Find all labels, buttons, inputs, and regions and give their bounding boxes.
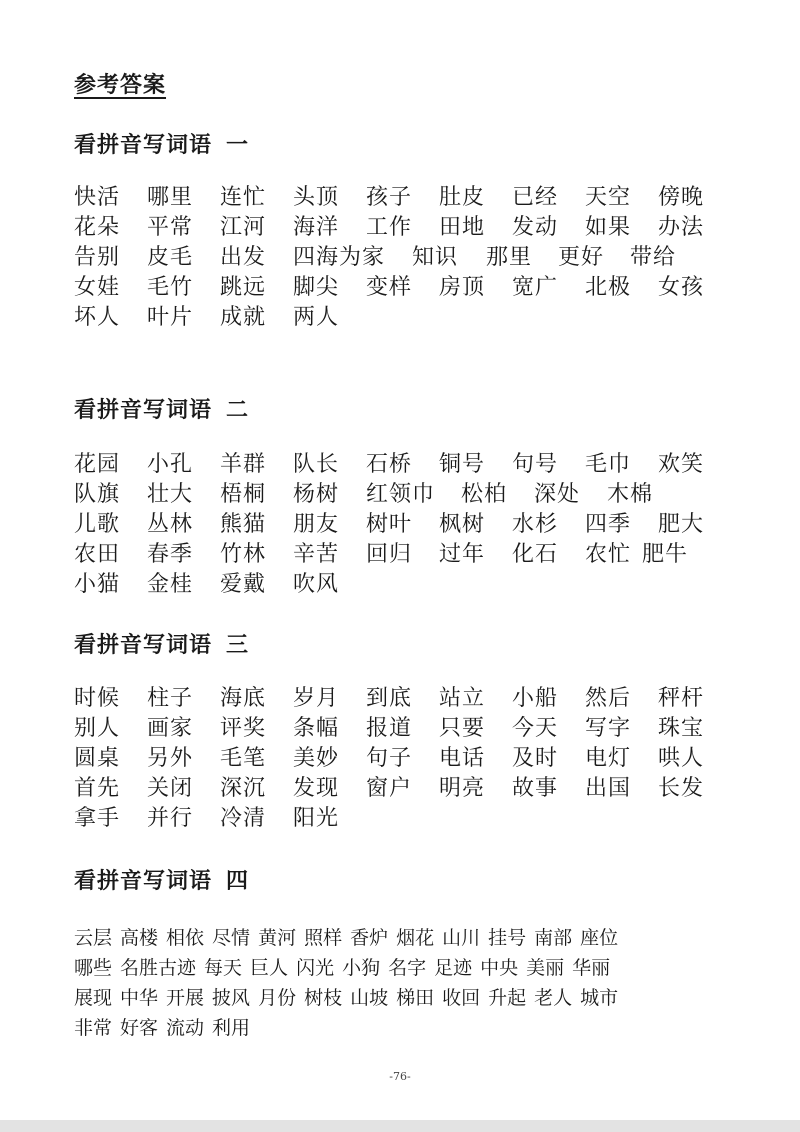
word: 农田 [74, 542, 121, 567]
word: 办法 [658, 215, 705, 240]
word: 梧桐 [220, 482, 267, 507]
word: 海底 [220, 686, 267, 711]
word: 圆桌 [74, 746, 121, 771]
word: 句号 [512, 452, 559, 477]
word-row [74, 480, 754, 510]
section-number: 一 [226, 132, 250, 158]
word: 毛巾 [585, 452, 632, 477]
word: 烟花 [396, 927, 435, 949]
word: 报道 [366, 716, 413, 741]
word: 收回 [442, 987, 481, 1009]
word: 另外 [147, 746, 194, 771]
word: 老人 [534, 987, 573, 1009]
word-row [74, 540, 754, 570]
word: 江河 [220, 215, 267, 240]
word: 毛竹 [147, 275, 194, 300]
word: 展现 [74, 987, 113, 1009]
section-3-word-grid [74, 684, 754, 834]
word: 小孔 [147, 452, 194, 477]
word-row [74, 923, 754, 953]
word: 足迹 [434, 957, 473, 979]
word: 平常 [147, 215, 194, 240]
word: 黄河 [258, 927, 297, 949]
word: 明亮 [439, 776, 486, 801]
word: 连忙 [220, 185, 267, 210]
word: 华丽 [572, 957, 611, 979]
word: 头顶 [293, 185, 340, 210]
word: 小狗 [342, 957, 381, 979]
word: 中华 [120, 987, 159, 1009]
word-row [74, 684, 754, 714]
word: 两人 [293, 305, 340, 330]
word-row [74, 510, 754, 540]
word-row [74, 243, 754, 273]
section-heading-text: 看拼音写词语 [74, 868, 213, 894]
word: 时候 [74, 686, 121, 711]
word: 利用 [212, 1017, 251, 1039]
word: 丛林 [147, 512, 194, 537]
word: 别人 [74, 716, 121, 741]
word: 叶片 [147, 305, 194, 330]
word: 农忙 [585, 542, 632, 567]
word: 梯田 [396, 987, 435, 1009]
word-row [74, 804, 754, 834]
word: 句子 [366, 746, 413, 771]
word: 儿歌 [74, 512, 121, 537]
word: 只要 [439, 716, 486, 741]
word: 肥大 [658, 512, 705, 537]
word: 石桥 [366, 452, 413, 477]
word-row [74, 273, 754, 303]
word: 出发 [220, 245, 267, 270]
word-row [74, 183, 754, 213]
word: 春季 [147, 542, 194, 567]
section-number: 四 [226, 868, 250, 894]
word: 吹风 [293, 572, 340, 597]
word: 好客 [120, 1017, 159, 1039]
word: 毛笔 [220, 746, 267, 771]
word: 铜号 [439, 452, 486, 477]
word-row [74, 1013, 754, 1043]
word: 站立 [439, 686, 486, 711]
word: 松柏 [461, 482, 508, 507]
word: 红领巾 [366, 482, 436, 507]
word: 香炉 [350, 927, 389, 949]
word: 告别 [74, 245, 121, 270]
word: 并行 [147, 806, 194, 831]
word: 已经 [512, 185, 559, 210]
word: 肚皮 [439, 185, 486, 210]
word: 故事 [512, 776, 559, 801]
word: 小猫 [74, 572, 121, 597]
section-4-word-flow [74, 923, 754, 1043]
word: 花朵 [74, 215, 121, 240]
word-row [74, 953, 754, 983]
word: 知识 [412, 245, 459, 270]
word: 珠宝 [658, 716, 705, 741]
word: 月份 [258, 987, 297, 1009]
word: 四海为家 [293, 245, 386, 270]
word-row [74, 714, 754, 744]
word: 皮毛 [147, 245, 194, 270]
word: 队长 [293, 452, 340, 477]
word: 冷清 [220, 806, 267, 831]
section-3-heading [74, 628, 249, 659]
word: 电话 [439, 746, 486, 771]
page-number: -76- [389, 1070, 411, 1083]
word: 回归 [366, 542, 413, 567]
word-row [74, 213, 754, 243]
word: 木棉 [607, 482, 654, 507]
word: 深处 [534, 482, 581, 507]
word: 写字 [585, 716, 632, 741]
word: 变样 [366, 275, 413, 300]
word: 坏人 [74, 305, 121, 330]
word: 海洋 [293, 215, 340, 240]
section-number: 二 [226, 397, 250, 423]
word: 羊群 [220, 452, 267, 477]
word: 到底 [366, 686, 413, 711]
section-heading-text: 看拼音写词语 [74, 397, 213, 423]
word: 水杉 [512, 512, 559, 537]
word: 挂号 [488, 927, 527, 949]
word: 评奖 [220, 716, 267, 741]
word: 花园 [74, 452, 121, 477]
word: 欢笑 [658, 452, 705, 477]
word: 岁月 [293, 686, 340, 711]
word: 城市 [580, 987, 619, 1009]
section-heading-text: 看拼音写词语 [74, 632, 213, 658]
word: 如果 [585, 215, 632, 240]
word: 更好 [558, 245, 605, 270]
word: 熊猫 [220, 512, 267, 537]
word: 房顶 [439, 275, 486, 300]
word-row [74, 774, 754, 804]
section-number: 三 [226, 632, 250, 658]
word: 田地 [439, 215, 486, 240]
word: 朋友 [293, 512, 340, 537]
word: 哄人 [658, 746, 705, 771]
word: 相依 [166, 927, 205, 949]
word: 爱戴 [220, 572, 267, 597]
word: 快活 [74, 185, 121, 210]
word-row [74, 983, 754, 1013]
word: 过年 [439, 542, 486, 567]
word-row [74, 570, 754, 600]
word: 女孩 [658, 275, 705, 300]
word: 工作 [366, 215, 413, 240]
word: 高楼 [120, 927, 159, 949]
word: 哪里 [147, 185, 194, 210]
word: 队旗 [74, 482, 121, 507]
word: 化石 [512, 542, 559, 567]
word: 成就 [220, 305, 267, 330]
word: 金桂 [147, 572, 194, 597]
word: 山坡 [350, 987, 389, 1009]
word: 每天 [204, 957, 243, 979]
word: 照样 [304, 927, 343, 949]
word: 开展 [166, 987, 205, 1009]
word: 及时 [512, 746, 559, 771]
word: 发现 [293, 776, 340, 801]
word: 壮大 [147, 482, 194, 507]
word: 四季 [585, 512, 632, 537]
section-2-word-grid [74, 450, 754, 600]
word-row [74, 744, 754, 774]
word: 美丽 [526, 957, 565, 979]
section-1-heading [74, 128, 249, 159]
word: 拿手 [74, 806, 121, 831]
word: 哪些 [74, 957, 113, 979]
word: 跳远 [220, 275, 267, 300]
word: 小船 [512, 686, 559, 711]
section-heading-text: 看拼音写词语 [74, 132, 213, 158]
word: 柱子 [147, 686, 194, 711]
word: 辛苦 [293, 542, 340, 567]
word: 宽广 [512, 275, 559, 300]
word: 树枝 [304, 987, 343, 1009]
word: 升起 [488, 987, 527, 1009]
word: 座位 [580, 927, 619, 949]
page-bottom-edge [0, 1120, 800, 1132]
word: 关闭 [147, 776, 194, 801]
word: 那里 [486, 245, 533, 270]
word: 窗户 [366, 776, 413, 801]
word: 中央 [480, 957, 519, 979]
word: 名字 [388, 957, 427, 979]
word: 傍晚 [658, 185, 705, 210]
word: 脚尖 [293, 275, 340, 300]
word: 树叶 [366, 512, 413, 537]
word: 出国 [585, 776, 632, 801]
word: 发动 [512, 215, 559, 240]
word: 然后 [585, 686, 632, 711]
word: 枫树 [439, 512, 486, 537]
word: 披风 [212, 987, 251, 1009]
word: 今天 [512, 716, 559, 741]
word: 电灯 [585, 746, 632, 771]
word: 杨树 [293, 482, 340, 507]
word: 名胜古迹 [120, 957, 197, 979]
word: 山川 [442, 927, 481, 949]
word: 巨人 [250, 957, 289, 979]
word-row [74, 450, 754, 480]
word: 天空 [585, 185, 632, 210]
word: 闪光 [296, 957, 335, 979]
word: 秤杆 [658, 686, 705, 711]
word: 美妙 [293, 746, 340, 771]
word: 尽情 [212, 927, 251, 949]
word-row [74, 303, 754, 333]
word: 南部 [534, 927, 573, 949]
word: 北极 [585, 275, 632, 300]
word: 首先 [74, 776, 121, 801]
word: 流动 [166, 1017, 205, 1039]
section-4-heading [74, 864, 249, 895]
word: 肥牛 [642, 542, 689, 567]
section-2-heading [74, 393, 249, 424]
word: 竹林 [220, 542, 267, 567]
section-1-word-grid [74, 183, 754, 333]
word: 深沉 [220, 776, 267, 801]
word: 条幅 [293, 716, 340, 741]
word: 孩子 [366, 185, 413, 210]
word: 阳光 [293, 806, 340, 831]
word: 云层 [74, 927, 113, 949]
word: 带给 [630, 245, 677, 270]
word: 长发 [658, 776, 705, 801]
word: 女娃 [74, 275, 121, 300]
page-title: 参考答案 [74, 72, 167, 98]
word: 画家 [147, 716, 194, 741]
word: 非常 [74, 1017, 113, 1039]
